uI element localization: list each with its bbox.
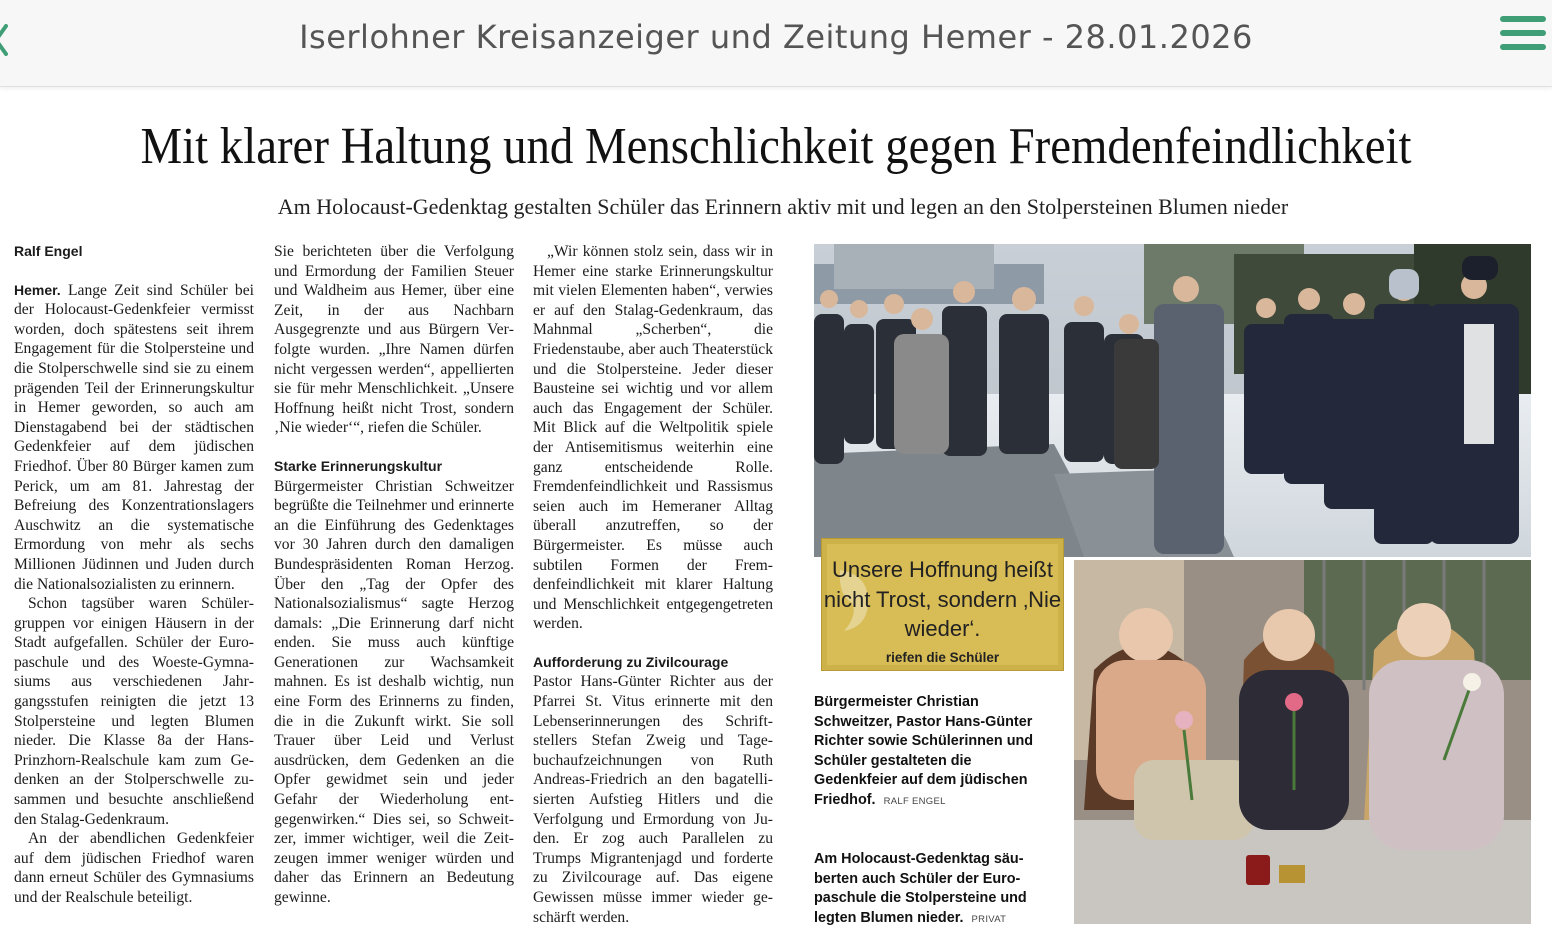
paragraph: „Wir können stolz sein, dass wir in Hemer eine starke Erinnerungskultur mit vielen Elementen haben“, verwies er auf den Stalag-Gedenkraum, das Mahnmal „Scherben“, die Friedenstaube, aber auch Theaterstück und die Stolpersteine. Jeder dieser Bausteine sei wichtig und vor allem auch das Engagement der Schüler. Mit Blick auf die Weltpolitik spiele der Antisemitismus weiterhin eine ganz entscheidende Rolle. Fremdenfeindlichkeit und Rassismus seien auch im Hemeraner Alltag überall anzutreffen, so der Bürgermeister. Es müsse auch subtilen Formen der Fremdenfeindlichkeit mit klarer Haltung und Menschlichkeit entgegengetreten werden. [533,243,773,633]
section-heading: Starke Erinnerungskultur [274,457,443,474]
paragraph: An der abendlichen Gedenkfeier auf dem jüdischen Friedhof waren dann erneut Schüler des Gymnasiums und der Realschule beteiligt. [14,830,254,906]
photo-credit: PRIVAT [971,913,1007,925]
article-subheadline: Am Holocaust-Gedenktag gestalten Schüler das Erinnern aktiv mit und legen an den Stolpersteinen Blumen nieder [277,194,1289,219]
pull-quote-box [821,538,1064,671]
text-column-3 [533,242,773,927]
top-app-bar [0,0,1552,87]
section-heading: Aufforderung zu Zivilcourage [533,653,729,670]
text-column-2 [274,242,514,908]
paragraph: Sie berichteten über die Verfolgung und Ermordung der Familien Steuer und Waldheim aus Hemer, über eine Zeit, in der aus Nachbarn Ausgegrenzte und aus Bürgern Verfolgte wurden. „Ihre Namen dürfen nicht vergessen werden“, appellierten sie für mehr Menschlichkeit. „Unsere Hoffnung heißt nicht Trost, sondern ‚Nie wieder‘“, riefen die Schüler. [274,243,514,437]
author-byline: Ralf Engel [14,243,83,259]
hamburger-menu-icon[interactable] [1500,16,1548,50]
caption-text: Bürgermeister Christian Schweitzer, Pastor Hans-Günter Richter sowie Schülerinnen und Schüler gestalteten die Gedenkfeier auf dem jüdischen Friedhof. [814,694,1034,808]
dateline: Hemer. [14,281,61,298]
paragraph: Pastor Hans-Günter Richter aus der Pfarrei St. Vitus erinnerte mit den Lebenserinnerungen des Schriftstellers Stefan Zweig und Tagebuchaufzeichnungen von Ruth Andreas-Friedrich an den bagatellisierten Aufstieg Hitlers und die Verfolgung und Ermordung von Juden. Er zog auch Parallelen zu Trumps Migrantenjagd und forderte zu Zivilcourage auf. Das eigene Gewissen müsse immer wieder geschärft werden. [533,673,773,926]
article-headline: Mit klarer Haltung und Menschlichkeit gegen Fremdenfeindlichkeit [140,118,1412,175]
paragraph: Schon tagsüber waren Schülergruppen vor einigen Häusern in der Stadt aufgefallen. Schüler der Europaschule und des Woeste-Gymnasiums aus verschiedenen Jahrgangsstufen reinigten die jetzt 13 Stolpersteine und legten Blumen nieder. Die Klasse 8a der Hans-Prinzhorn-Realschule kam zum Gedenken an der Stolperschwelle zusammen und besuchte anschließend den Stalag-Gedenkraum. [14,595,254,828]
caption-text: Am Holocaust-Gedenktag säuberten auch Schüler der Europaschule die Stolpersteine und legten Blumen nieder. [814,851,1027,926]
photo-credit: RALF ENGEL [883,795,946,807]
text-column-1 [14,242,254,908]
paragraph-text: Lange Zeit sind Schüler bei der Holocaust-Gedenkfeier vermisst worden, doch spätestens seit ihrem Engagement für die Stolpersteine und die Stolperschwelle sind sie zu einem prägenden Teil der Erinnerungskultur in Hemer geworden, so auch am Dienstagabend bei der städtischen Gedenkfeier auf dem jüdischen Friedhof. Über 80 Bürger kamen zum Perick, um am 81. Jahrestag der Befreiung des Konzentrationslagers Auschwitz an die systematische Ermordung von mehr als sechs Millionen Jüdinnen und Juden durch die Nationalsozialisten zu erinnern. [14,281,254,593]
app-title: Iserlohner Kreisanzeiger und Zeitung Hemer - 28.01.2026 [299,18,1253,56]
pull-quote-attribution: riefen die Schüler [885,650,1000,665]
photo-caption-ceremony [814,693,1039,812]
photo-ceremony [814,244,1531,557]
pull-quote-text: Unsere Hoffnung heißt nicht Trost, sondern ‚Nie wieder‘. [823,557,1062,641]
photo-caption-students [814,850,1039,929]
photo-students-flowers [1074,560,1531,924]
paragraph: Bürgermeister Christian Schweitzer begrüßte die Teilnehmer und erinnerte an die Einführung des Gedenktages vor 30 Jahren durch den damaligen Bundespräsidenten Roman Herzog. Über den „Tag der Opfer des Nationalsozialismus“ sagte Herzog damals: „Die Erinnerung darf nicht enden. Sie muss auch künftige Generationen zur Wachsamkeit mahnen. Es ist deshalb wichtig, nun eine Form des Erinnerns zu finden, die in die Zukunft wirkt. Sie soll Trauer über Leid und Verlust ausdrücken, dem Gedenken an die Opfer gewidmet sein und jeder Gefahr der Wiederholung entgegenwirken.“ Dies sei, so Schweitzer, immer wichtiger, weil die Zeitzeugen immer weniger würden und daher das Erinnern an Bedeutung gewinne. [274,477,514,906]
paragraph [14,281,254,595]
